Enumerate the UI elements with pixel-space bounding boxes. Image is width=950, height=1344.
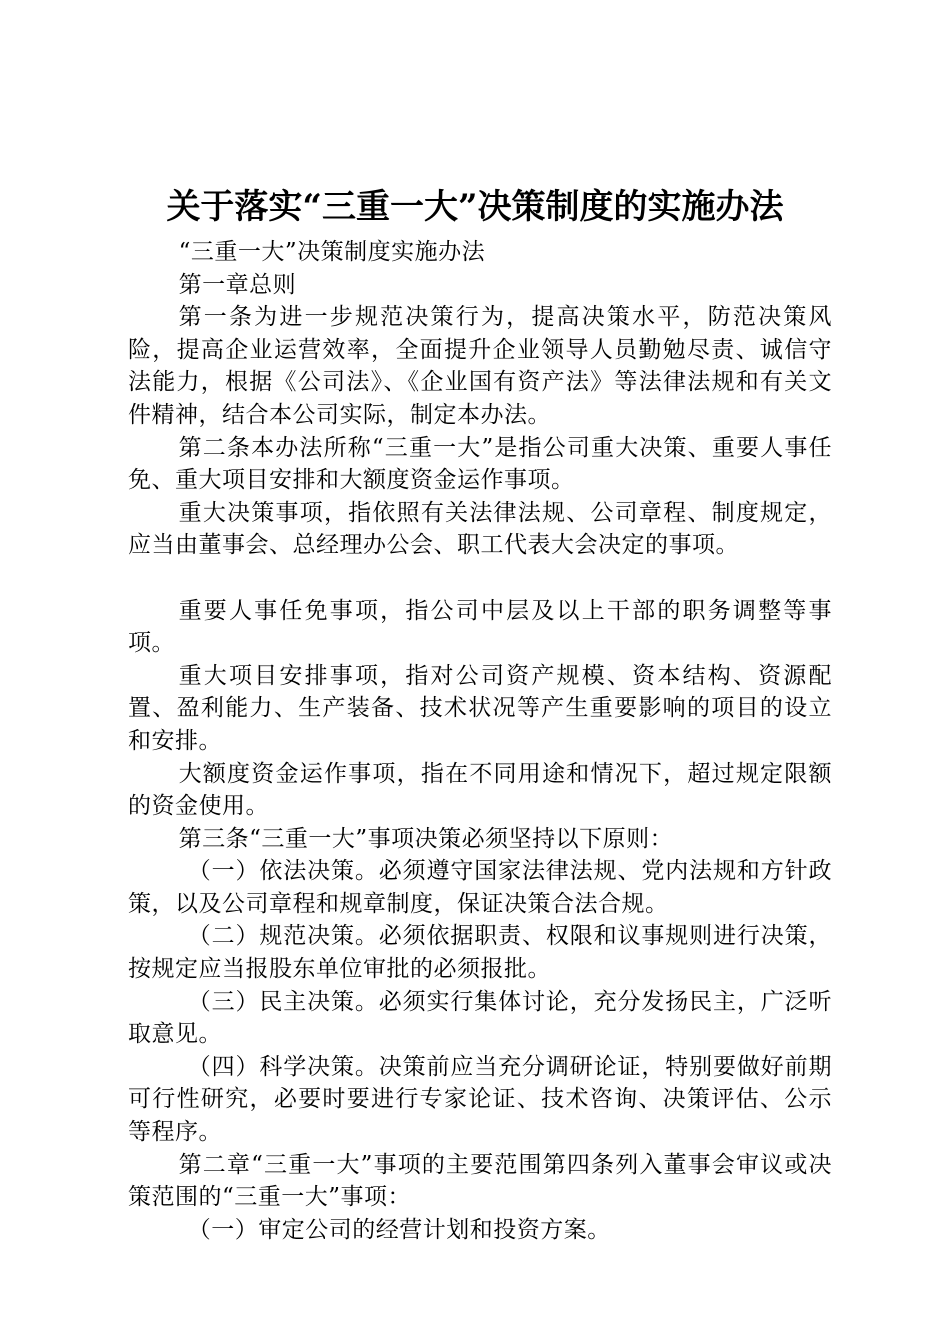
document-body (128, 236, 832, 1246)
paragraph-chapter-2: 第二章“三重一大”事项的主要范围第四条列入董事会审议或决策范围的“三重一大”事项： (128, 1151, 832, 1211)
document-title: 关于落实“三重一大”决策制度的实施办法 (166, 187, 784, 227)
paragraph-principle-3: （三）民主决策。必须实行集体讨论，充分发扬民主，广泛听取意见。 (128, 988, 832, 1048)
paragraph-principle-4: （四）科学决策。决策前应当充分调研论证，特别要做好前期可行性研究，必要时要进行专家论证、技术咨询、决策评估、公示等程序。 (128, 1053, 832, 1146)
paragraph-item-1: （一）审定公司的经营计划和投资方案。 (187, 1216, 611, 1243)
blank-line (128, 562, 832, 595)
paragraph-article-3: 第三条“三重一大”事项决策必须坚持以下原则： (178, 825, 674, 852)
paragraph-chapter-1: 第一章总则 (178, 271, 297, 298)
paragraph-major-project: 重大项目安排事项，指对公司资产规模、资本结构、资源配置、盈利能力、生产装备、技术状况等产生重要影响的项目的设立和安排。 (128, 662, 832, 754)
paragraph-article-1: 第一条为进一步规范决策行为，提高决策水平，防范决策风险，提高企业运营效率，全面提升企业领导人员勤勉尽责、诚信守法能力，根据《公司法》、《企业国有资产法》等法律法规和有关文件精神，结合本公司实际，制定本办法。 (128, 304, 832, 428)
paragraph-major-decision: 重大决策事项，指依照有关法律法规、公司章程、制度规定，应当由董事会、总经理办公会、职工代表大会决定的事项。 (128, 499, 832, 559)
paragraph-large-funds: 大额度资金运作事项，指在不同用途和情况下，超过规定限额的资金使用。 (128, 760, 832, 820)
paragraph-principle-1: （一）依法决策。必须遵守国家法律法规、党内法规和方针政策，以及公司章程和规章制度，保证决策合法合规。 (128, 858, 832, 917)
paragraph-personnel: 重要人事任免事项，指公司中层及以上干部的职务调整等事项。 (128, 597, 832, 657)
paragraph-article-2: 第二条本办法所称“三重一大”是指公司重大决策、重要人事任免、重大项目安排和大额度资金运作事项。 (128, 434, 832, 494)
paragraph-principle-2: （二）规范决策。必须依据职责、权限和议事规则进行决策，按规定应当报股东单位审批的必须报批。 (128, 923, 832, 983)
paragraph-subtitle: “三重一大”决策制度实施办法 (178, 239, 486, 265)
